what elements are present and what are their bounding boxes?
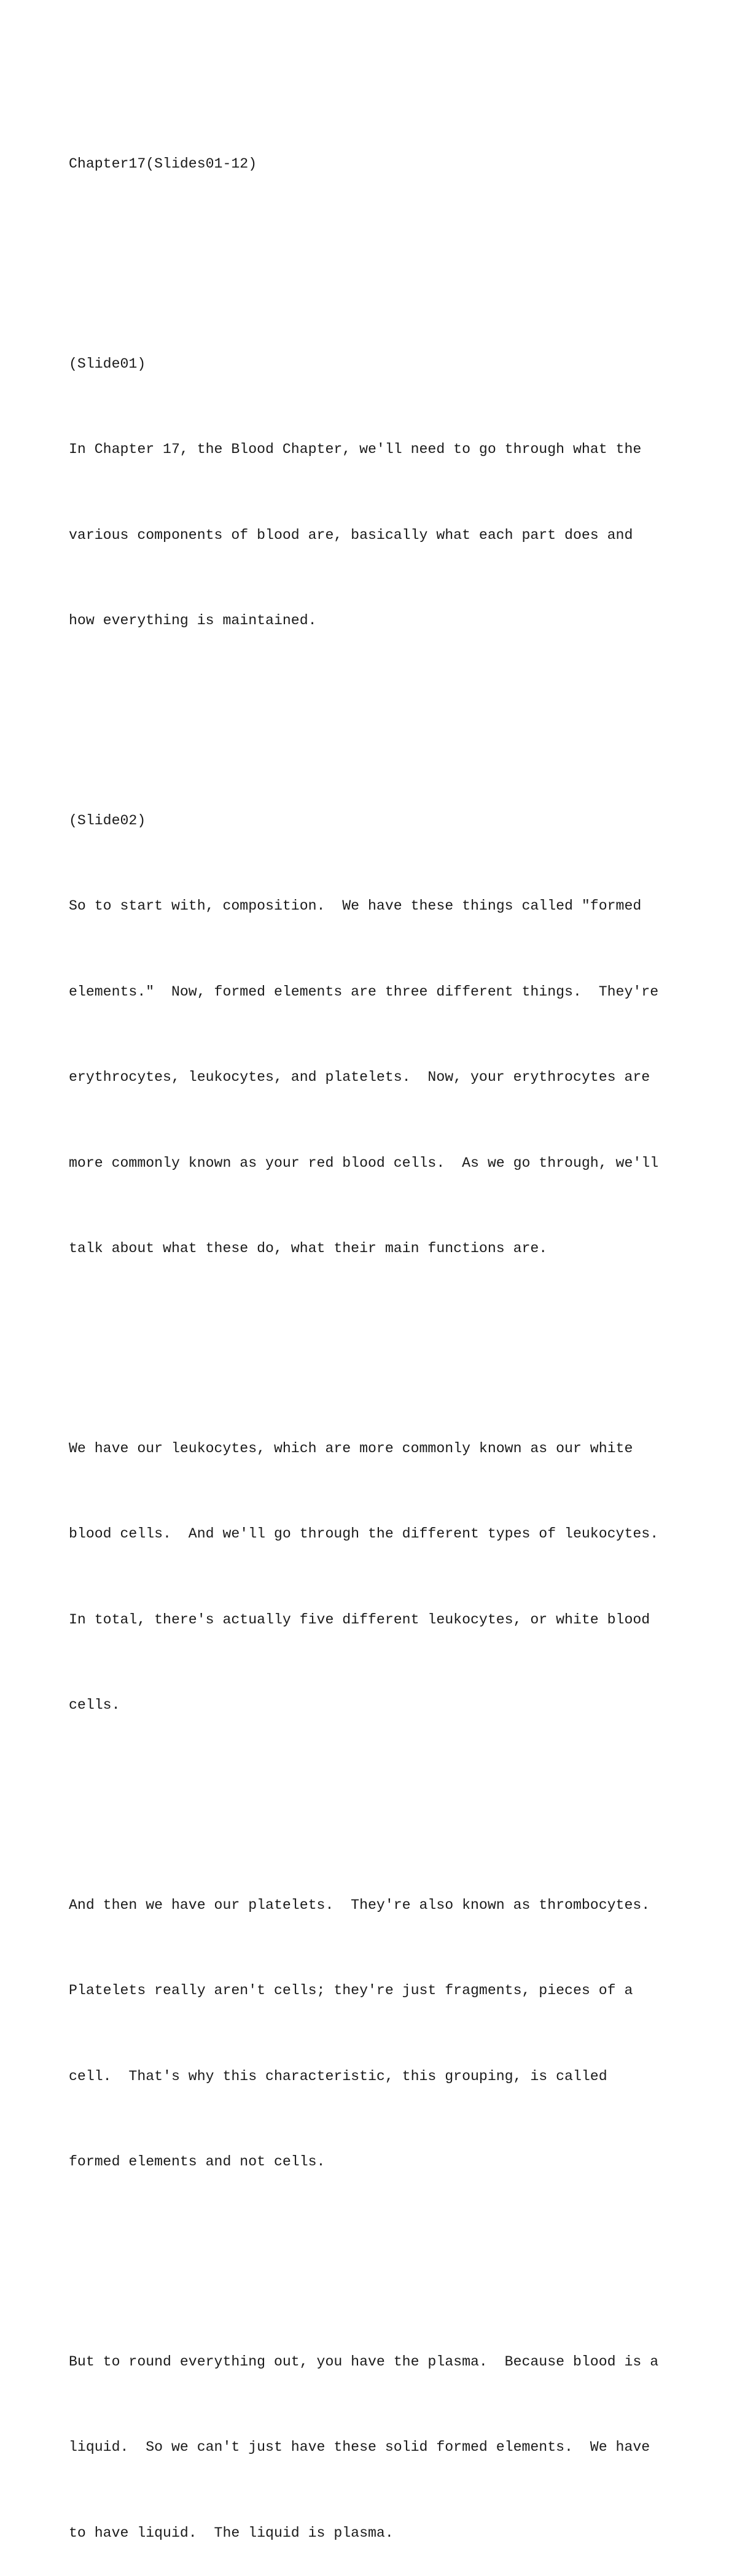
blank-line (69, 1320, 683, 1349)
paragraph-line: formed elements and not cells. (69, 2154, 326, 2170)
paragraph-line: cell. That's why this characteristic, this grouping, is called (69, 2068, 607, 2084)
paragraph-line: But to round everything out, you have the plasma. Because blood is a (69, 2353, 659, 2370)
paragraph-line: So to start with, composition. We have these things called "formed (69, 898, 642, 914)
document-page (69, 93, 683, 2576)
paragraph-line: to have liquid. The liquid is plasma. (69, 2524, 394, 2541)
paragraph-line: We have our leukocytes, which are more commonly known as our white (69, 1440, 633, 1456)
paragraph-line: erythrocytes, leukocytes, and platelets. Now, your erythrocytes are (69, 1069, 650, 1085)
paragraph-line: And then we have our platelets. They're also known as thrombocytes. (69, 1897, 650, 1913)
paragraph-line: more commonly known as your red blood cells. As we go through, we'll (69, 1155, 659, 1171)
paragraph-line: blood cells. And we'll go through the different types of leukocytes. (69, 1526, 659, 1542)
slide01-line: In Chapter 17, the Blood Chapter, we'll need to go through what the (69, 441, 642, 457)
paragraph-line: Platelets really aren't cells; they're just fragments, pieces of a (69, 1982, 633, 1998)
blank-line (69, 236, 683, 265)
slide01-heading: (Slide01) (69, 355, 146, 372)
blank-line (69, 692, 683, 721)
paragraph-line: cells. (69, 1697, 120, 1713)
slide01-line: how everything is maintained. (69, 613, 317, 629)
document-title: Chapter17(Slides01-12) (69, 156, 257, 172)
paragraph-line: elements." Now, formed elements are three different things. They're (69, 983, 659, 1000)
paragraph-line: talk about what these do, what their main functions are. (69, 1240, 548, 1256)
blank-line (69, 2234, 683, 2262)
slide01-line: various components of blood are, basically what each part does and (69, 527, 633, 543)
blank-line (69, 1777, 683, 1806)
paragraph-line: liquid. So we can't just have these solid formed elements. We have (69, 2439, 650, 2455)
slide02-heading: (Slide02) (69, 812, 146, 829)
paragraph-line: In total, there's actually five different leukocytes, or white blood (69, 1611, 650, 1628)
